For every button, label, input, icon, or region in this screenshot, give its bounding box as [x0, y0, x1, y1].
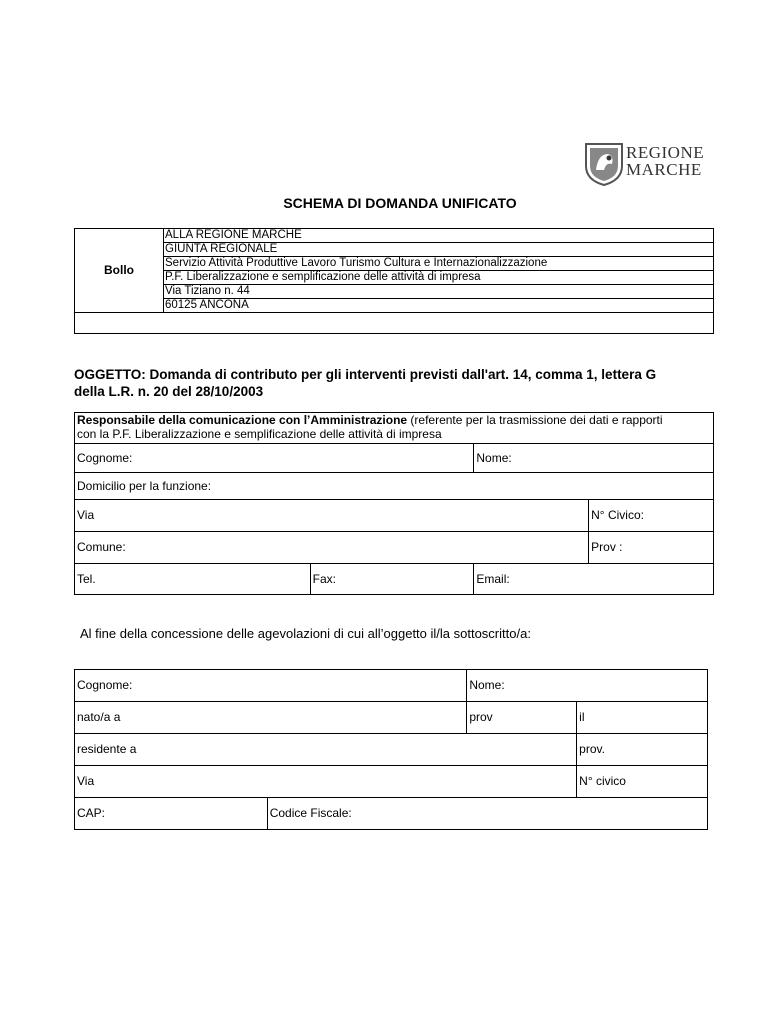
oggetto	[74, 366, 714, 400]
address-blank-row	[75, 313, 714, 334]
referente-tel-field[interactable]: Tel.	[75, 564, 311, 595]
referente-nome-field[interactable]: Nome:	[474, 444, 714, 473]
referente-civico-field[interactable]: N° Civico:	[589, 500, 714, 532]
referente-comune-field[interactable]: Comune:	[75, 532, 589, 564]
regione-marche-emblem-icon	[584, 140, 624, 186]
referente-heading	[75, 413, 714, 444]
logo-line2: MARCHE	[626, 160, 702, 179]
referente-fax-field[interactable]: Fax:	[310, 564, 474, 595]
oggetto-line1: OGGETTO: Domanda di contributo per gli interventi previsti dall'art. 14, comma 1, lettera G	[74, 367, 657, 382]
sottoscrittore-table	[74, 669, 708, 830]
intro-text: Al fine della concessione delle agevolazioni di cui all’oggetto il/la sottoscritto/a:	[80, 626, 531, 641]
regione-marche-logo	[584, 140, 714, 186]
referente-via-field[interactable]: Via	[75, 500, 589, 532]
civico-field[interactable]: N° civico	[577, 766, 708, 798]
cognome-field[interactable]: Cognome:	[75, 670, 467, 702]
address-line: GIUNTA REGIONALE	[164, 243, 714, 257]
referente-cognome-field[interactable]: Cognome:	[75, 444, 474, 473]
logo-line1: REGIONE	[626, 143, 705, 162]
address-line: Servizio Attività Produttive Lavoro Turismo Cultura e Internazionalizzazione	[164, 257, 714, 271]
nome-field[interactable]: Nome:	[467, 670, 708, 702]
cap-field[interactable]: CAP:	[75, 798, 268, 830]
referente-heading-line2: con la P.F. Liberalizzazione e semplificazione delle attività di impresa	[77, 427, 442, 441]
referente-heading-bold: Responsabile della comunicazione con l’Amministrazione	[77, 413, 408, 427]
address-line: Via Tiziano n. 44	[164, 285, 714, 299]
nato-field[interactable]: nato/a a	[75, 702, 467, 734]
address-table	[74, 228, 714, 334]
address-line: 60125 ANCONA	[164, 299, 714, 313]
residente-field[interactable]: residente a	[75, 734, 577, 766]
referente-table	[74, 412, 714, 595]
codice-fiscale-field[interactable]: Codice Fiscale:	[267, 798, 707, 830]
referente-email-field[interactable]: Email:	[474, 564, 714, 595]
page-title: SCHEMA DI DOMANDA UNIFICATO	[283, 195, 517, 211]
address-line: P.F. Liberalizzazione e semplificazione delle attività di impresa	[164, 271, 714, 285]
prov-field[interactable]: prov	[467, 702, 577, 734]
via-field[interactable]: Via	[75, 766, 577, 798]
prov2-field[interactable]: prov.	[577, 734, 708, 766]
referente-domicilio-label: Domicilio per la funzione:	[75, 473, 714, 500]
referente-heading-rest: (referente per la trasmissione dei dati e rapporti	[407, 413, 663, 427]
address-line: ALLA REGIONE MARCHE	[164, 229, 714, 243]
il-field[interactable]: il	[577, 702, 708, 734]
bollo-label: Bollo	[75, 229, 164, 313]
oggetto-line2: della L.R. n. 20 del 28/10/2003	[74, 384, 264, 399]
referente-prov-field[interactable]: Prov :	[589, 532, 714, 564]
